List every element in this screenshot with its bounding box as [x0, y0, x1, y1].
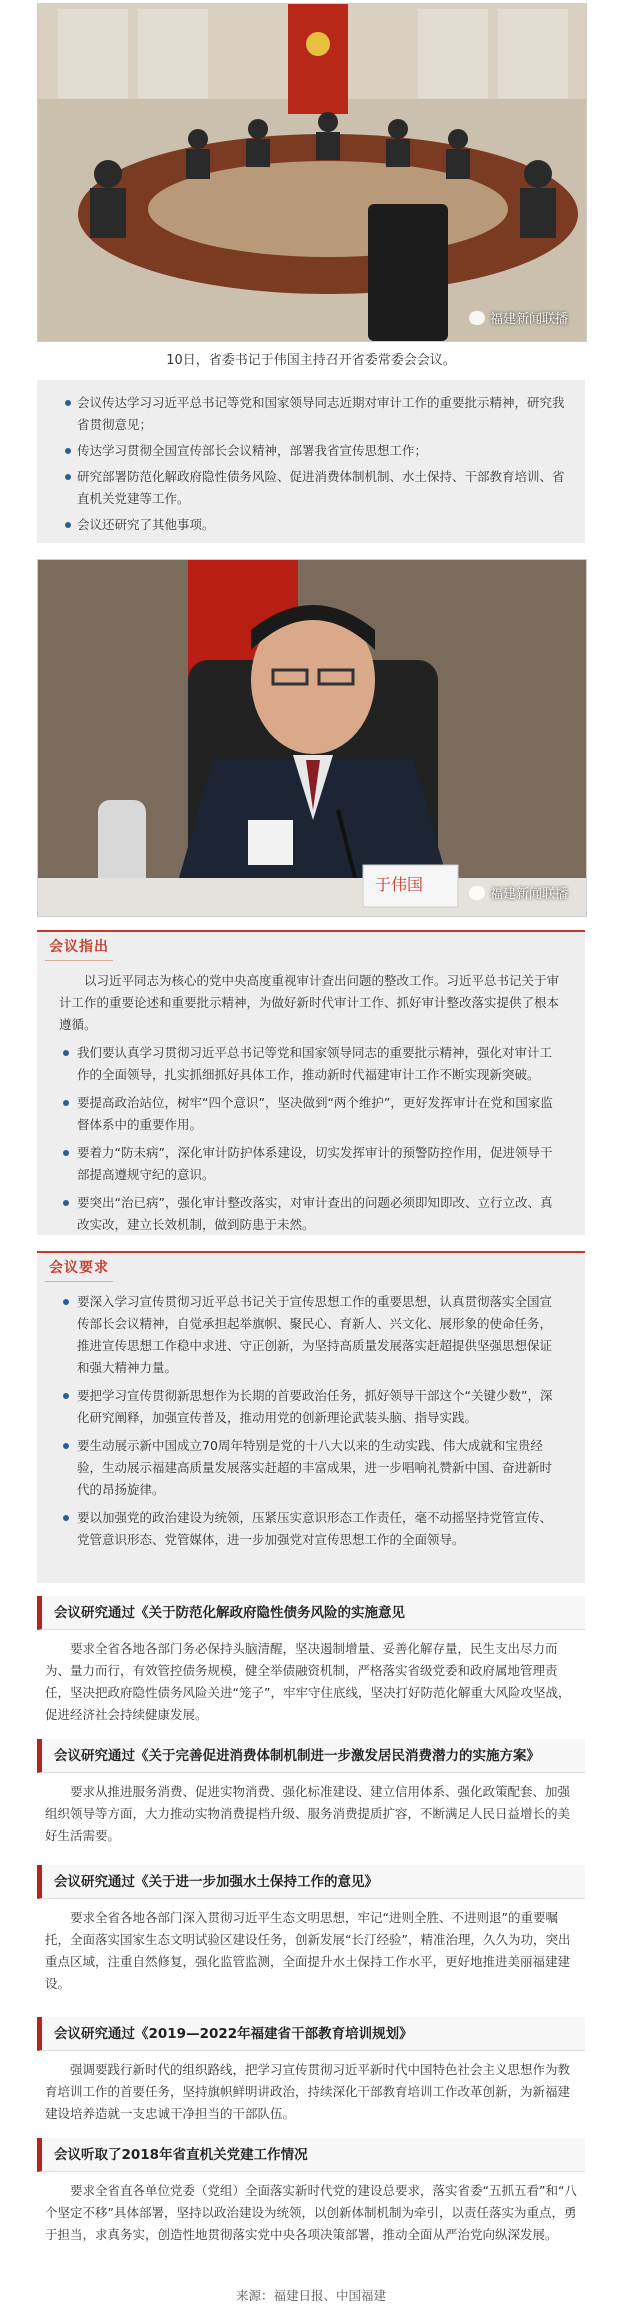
speaker-photo [37, 559, 587, 917]
section-lead: 以习近平同志为核心的党中央高度重视审计查出问题的整改工作。习近平总书记关于审计工作的重要论述和重要批示精神，为做好新时代审计工作、抓好审计整改落实提供了根本遵循。 [59, 973, 560, 1032]
point-item: 要突出“治已病”，强化审计整改落实，对审计查出的问题必须即知即改、立行立改、真改实改，建立长效机制，做到防患于未然。 [59, 1192, 563, 1236]
topic-body: 要求全省直各单位党委（党组）全面落实新时代党的建设总要求，落实省委“五抓五看”和“八个坚定不移”具体部署，坚持以政治建设为统领，以创新体制机制为牵引，以责任落实为重点，勇于担当，求真务实，创造性地贯彻落实党中央各项决策部署，推动全面从严治党向纵深发展。 [45, 2183, 577, 2242]
speaker-photo-image [38, 560, 586, 916]
source-credit: 来源：福建日报、中国福建 [235, 2288, 386, 2303]
summary-item: 会议还研究了其他事项。 [77, 514, 565, 536]
topic-block [37, 2017, 585, 2125]
meeting-points-section [37, 930, 585, 1235]
topic-title: 会议研究通过《关于进一步加强水土保持工作的意见》 [37, 1865, 585, 1899]
topic-body: 要求全省各地各部门务必保持头脑清醒，坚决遏制增量、妥善化解存量，民生支出尽力而为、量力而行，有效管控债务规模，健全举债融资机制，严格落实省级党委和政府属地管理责任，坚决把政府隐性债务风险关进“笼子”，牢牢守住底线，坚决打好防范化解重大风险攻坚战，促进经济社会持续健康发展。 [45, 1641, 571, 1722]
topic-body: 强调要践行新时代的组织路线，把学习宣传贯彻习近平新时代中国特色社会主义思想作为教育培训工作的首要任务，坚持旗帜鲜明讲政治，持续深化干部教育培训工作改革创新，为新福建建设培养造就一支忠诚干净担当的干部队伍。 [45, 2062, 571, 2121]
topic-block [37, 2138, 585, 2246]
point-item: 要着力“防未病”，深化审计防护体系建设，切实发挥审计的预警防控作用，促进领导干部提高遵规守纪的意识。 [59, 1142, 563, 1186]
requirement-item: 要生动展示新中国成立70周年特别是党的十八大以来的生动实践、伟大成就和宝贵经验，生动展示福建高质量发展落实赶超的丰富成果，进一步唱响礼赞新中国、奋进新时代的昂扬旋律。 [59, 1435, 563, 1501]
watermark-text: 福建新闻联播 [489, 312, 568, 327]
summary-box [37, 380, 585, 543]
photo-caption: 10日，省委书记于伟国主持召开省委常委会会议。 [166, 353, 456, 368]
topic-title: 会议研究通过《关于防范化解政府隐性债务风险的实施意见 [37, 1596, 585, 1630]
topic-title: 会议研究通过《2019—2022年福建省干部教育培训规划》 [37, 2017, 585, 2051]
topic-block [37, 1739, 585, 1847]
summary-item: 研究部署防范化解政府隐性债务风险、促进消费体制机制、水土保持、干部教育培训、省直机关党建等工作。 [77, 466, 565, 510]
wechat-icon [469, 886, 485, 900]
meeting-requirements-section [37, 1251, 585, 1583]
meeting-photo [37, 3, 587, 342]
section-tag: 会议要求 [49, 1257, 109, 1279]
watermark [469, 308, 568, 327]
wechat-icon [469, 311, 485, 325]
summary-item: 传达学习贯彻全国宣传部长会议精神，部署我省宣传思想工作； [77, 440, 565, 462]
watermark-text: 福建新闻联播 [489, 887, 568, 902]
summary-item: 会议传达学习习近平总书记等党和国家领导同志近期对审计工作的重要批示精神，研究我省贯彻意见； [77, 392, 565, 436]
requirement-item: 要以加强党的政治建设为统领，压紧压实意识形态工作责任，毫不动摇坚持党管宣传、党管意识形态、党管媒体，进一步加强党对宣传思想工作的全面领导。 [59, 1507, 563, 1551]
meeting-photo-image [38, 4, 586, 341]
topic-block [37, 1596, 585, 1726]
point-item: 要提高政治站位，树牢“四个意识”，坚决做到“两个维护”，更好发挥审计在党和国家监督体系中的重要作用。 [59, 1092, 563, 1136]
nameplate: 于伟国 [375, 875, 424, 894]
topic-body: 要求从推进服务消费、促进实物消费、强化标准建设、建立信用体系、强化政策配套、加强组织领导等方面，大力推动实物消费提档升级、服务消费提质扩容，不断满足人民日益增长的美好生活需要。 [45, 1784, 571, 1843]
section-tag: 会议指出 [49, 936, 109, 958]
topic-body: 要求全省各地各部门深入贯彻习近平生态文明思想，牢记“进则全胜、不进则退”的重要嘱托，全面落实国家生态文明试验区建设任务，创新发展“长汀经验”，精准治理，久久为功，突出重点区域，注重自然修复，强化监管监测，全面提升水土保持工作水平，更好地推进美丽福建建设。 [45, 1910, 571, 1991]
requirement-item: 要把学习宣传贯彻新思想作为长期的首要政治任务，抓好领导干部这个“关键少数”，深化研究阐释，加强宣传普及，推动用党的创新理论武装头脑、指导实践。 [59, 1385, 563, 1429]
requirement-item: 要深入学习宣传贯彻习近平总书记关于宣传思想工作的重要思想，认真贯彻落实全国宣传部长会议精神，自觉承担起举旗帜、聚民心、育新人、兴文化、展形象的使命任务，推进宣传思想工作稳中求进、守正创新，为坚持高质量发展落实赶超提供坚强思想保证和强大精神力量。 [59, 1291, 563, 1379]
watermark [469, 883, 568, 902]
topic-block [37, 1865, 585, 1995]
point-item: 我们要认真学习贯彻习近平总书记等党和国家领导同志的重要批示精神，强化对审计工作的全面领导，扎实抓细抓好具体工作，推动新时代福建审计工作不断实现新突破。 [59, 1042, 563, 1086]
topic-title: 会议听取了2018年省直机关党建工作情况 [37, 2138, 585, 2172]
topic-title: 会议研究通过《关于完善促进消费体制机制进一步激发居民消费潜力的实施方案》 [37, 1739, 585, 1773]
